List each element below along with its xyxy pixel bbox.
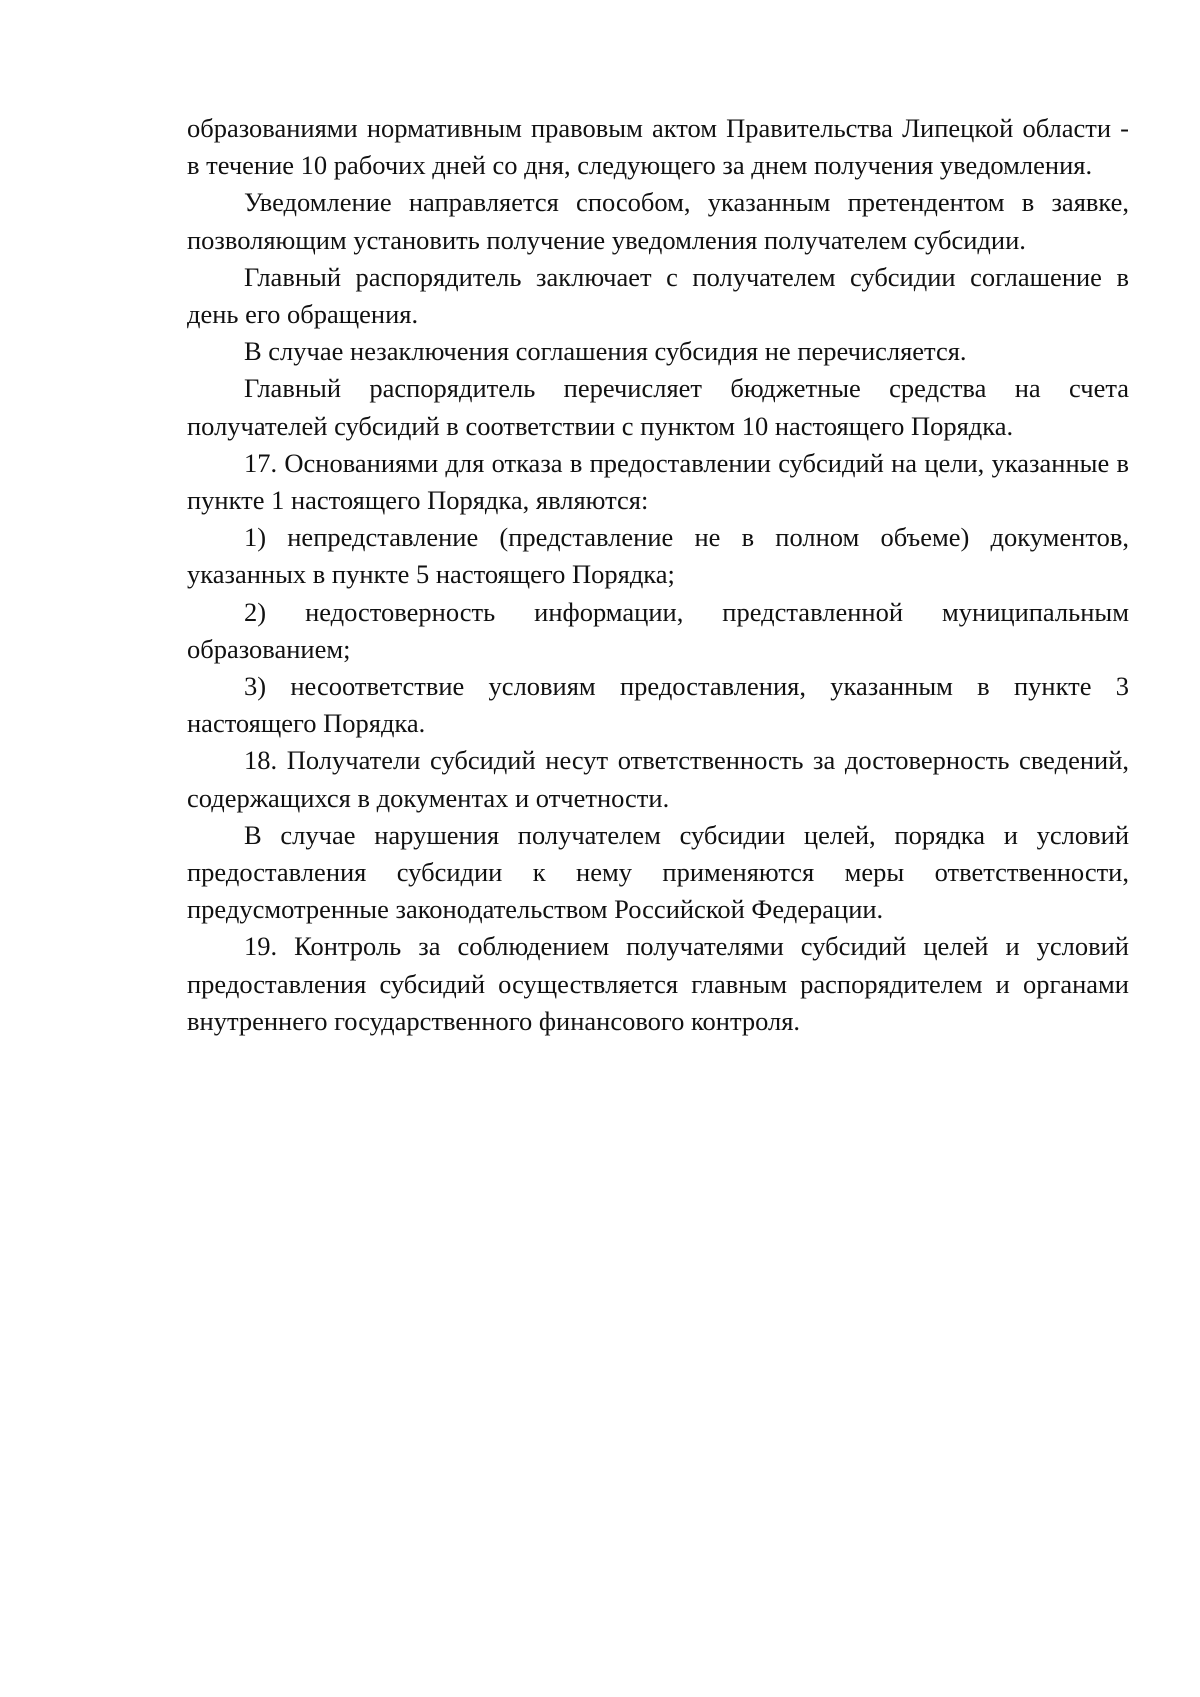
paragraph-notification-method: Уведомление направляется способом, указанным претендентом в заявке, позволяющим установить получение уведомления получателем субсидии. xyxy=(187,187,1129,255)
paragraph-no-agreement: В случае незаключения соглашения субсидия не перечисляется. xyxy=(244,336,967,367)
paragraph-item-17-1: 1) непредставление (представление не в полном объеме) документов, указанных в пункте 5 настоящего Порядка; xyxy=(187,522,1129,590)
paragraph-violation-liability: В случае нарушения получателем субсидии целей, порядка и условий предоставления субсидии к нему применяются меры ответственности, предусмотренные законодательством Российской Федерации. xyxy=(187,819,1129,925)
paragraph-item-17-3: 3) несоответствие условиям предоставления, указанным в пункте 3 настоящего Порядка. xyxy=(187,671,1129,739)
paragraph-item-17: 17. Основаниями для отказа в предоставлении субсидий на цели, указанные в пункте 1 настоящего Порядка, являются: xyxy=(187,447,1129,516)
paragraph-item-18: 18. Получатели субсидий несут ответственность за достоверность сведений, содержащихся в документах и отчетности. xyxy=(187,745,1129,813)
paragraph-item-19: 19. Контроль за соблюдением получателями субсидий целей и условий предоставления субсидий осуществляется главным распорядителем и органами внутреннего государственного финансового контроля. xyxy=(187,931,1129,1036)
document-page xyxy=(187,110,1129,1040)
paragraph-funds-transfer: Главный распорядитель перечисляет бюджетные средства на счета получателей субсидий в соответствии с пунктом 10 настоящего Порядка. xyxy=(187,373,1129,441)
paragraph-continuation: образованиями нормативным правовым актом Правительства Липецкой области - в течение 10 рабочих дней со дня, следующего за днем получения уведомления. xyxy=(187,113,1129,181)
paragraph-item-17-2: 2) недостоверность информации, представленной муниципальным образованием; xyxy=(187,596,1129,664)
paragraph-agreement-conclusion: Главный распорядитель заключает с получателем субсидии соглашение в день его обращения. xyxy=(187,261,1129,330)
